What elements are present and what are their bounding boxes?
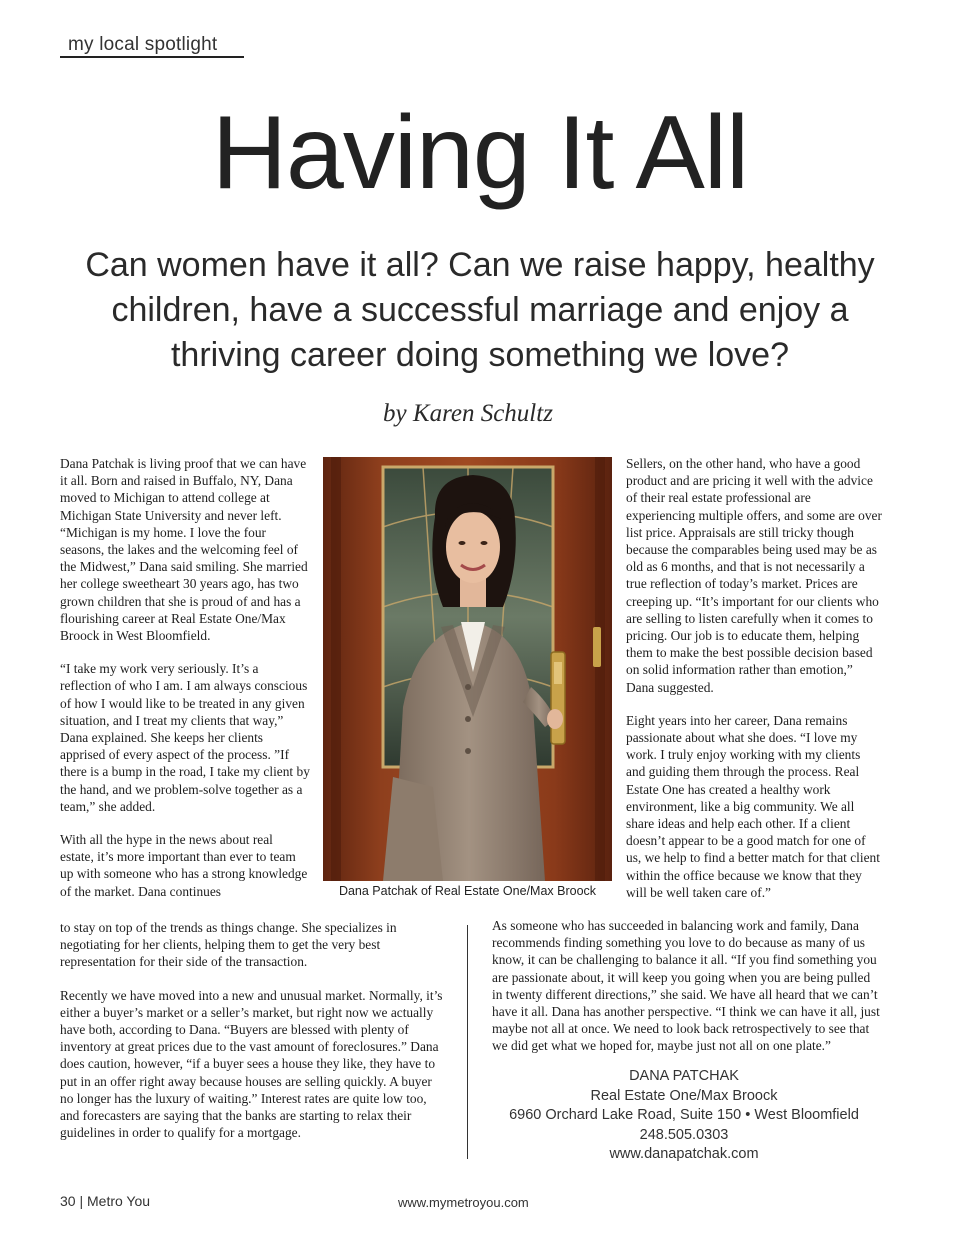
contact-block (492, 1067, 876, 1165)
column-divider (467, 925, 468, 1159)
footer-url[interactable]: www.mymetroyou.com (398, 1195, 529, 1210)
right-paragraph-2: Eight years into her career, Dana remains passionate about what she does. “I love my work. I truly enjoy working with my clients and guiding them through the process. Real Estate One has created a healthy work environment, like a big community. We all share ideas and help each other. If a client doesn’t appear to be a good match for one of us, we help to find a better match for that client within the office because we know that they will be well taken care of.” (626, 712, 880, 900)
portrait-photo (323, 457, 612, 881)
section-label: my local spotlight (60, 34, 244, 58)
right-paragraph-1: Sellers, on the other hand, who have a good product and are pricing it well with the advice of their real estate professional are experiencing multiple offers, and some are over list price. Appraisals are still tricky though because the comparables being used may be as old as 6 months, and that is not necessarily a true reflection of today’s market. Prices are creeping up. “It’s important for our clients who are selling to listen carefully when it comes to pricing. Our job is to educate them, helping them to make the best possible decision based on solid information rather than emotion,” Dana suggested. (626, 456, 882, 695)
page-number: 30 (60, 1193, 76, 1209)
left-wide-paragraph-2: Recently we have moved into a new and unusual market. Normally, it’s either a buyer’s market or a seller’s market, but right now we actually have both, according to Dana. “Buyers are blessed with plenty of inventory at great prices due to the vast amount of foreclosures.” Dana does caution, however, “if a buyer sees a house they like, they have to put in an offer right away because houses are selling quickly. A buyer no longer has the luxury of waiting.” Interest rates are quite low too, and forecasters are saying that the banks are starting to relax their guidelines in order to qualify for a mortgage. (60, 987, 443, 1141)
footer-page-info (60, 1193, 150, 1209)
left-paragraph-1: Dana Patchak is living proof that we can have it all. Born and raised in Buffalo, NY, Dana moved to Michigan to attend college at Michigan State University and never left. “Michigan is my home. I love the four seasons, the lakes and the welcoming feel of the Midwest,” Dana said smiling. She married her college sweetheart 30 years ago, has two grown children that she is proud of and has a flourishing career at Real Estate One/Max Broock in West Bloomfield. (60, 456, 308, 644)
byline: by Karen Schultz (383, 400, 553, 427)
photo-caption: Dana Patchak of Real Estate One/Max Broock (338, 884, 597, 898)
left-wide-paragraph-1: to stay on top of the trends as things change. She specializes in negotiating for her clients, helping them to get the very best representation for their side of the transaction. (60, 920, 397, 970)
left-wide-column (60, 919, 445, 1141)
left-column (60, 455, 310, 900)
footer-separator: | (79, 1193, 84, 1209)
left-paragraph-3: With all the hype in the news about real estate, it’s more important than ever to team up with someone who has a strong knowledge of the market. Dana continues (60, 832, 308, 899)
portrait-illustration (323, 457, 612, 881)
contact-address: 6960 Orchard Lake Road, Suite 150 • West Bloomfield (509, 1107, 859, 1123)
headline: Having It All (211, 95, 749, 211)
left-paragraph-2: “I take my work very seriously. It’s a reflection of who I am. I am always conscious of how I would like to be treated in any given situation, and I treat my clients that way,” Dana explained. She keeps her clients apprised of every aspect of the process. ”If there is a bump in the road, I take my client by the hand, and we problem-solve together as a team,” she added. (60, 661, 310, 814)
contact-company: Real Estate One/Max Broock (590, 1087, 778, 1104)
bottom-right-column (492, 917, 882, 1055)
right-column (626, 455, 882, 901)
contact-phone: 248.505.0303 (639, 1126, 729, 1143)
bottom-right-paragraph: As someone who has succeeded in balancing work and family, Dana recommends finding something you love to do because as many of us know, it can be challenging to balance it all. “If you find something you are passionate about, it will keep you going when you are being pulled in twenty different directions,” she said. We have all heard that we can’t have it all. Dana has another perspective. “I think we can have it all, just maybe not all at once. We need to look back retrospectively to see that we did get what we hoped for, maybe just not all on one plate.” (492, 918, 880, 1054)
dek: Can women have it all? Can we raise happy, healthy children, have a successful marriage and enjoy a thriving career doing something we love? (85, 246, 875, 374)
publication-name: Metro You (87, 1193, 151, 1209)
contact-name: DANA PATCHAK (629, 1068, 739, 1084)
contact-website[interactable]: www.danapatchak.com (609, 1146, 759, 1162)
